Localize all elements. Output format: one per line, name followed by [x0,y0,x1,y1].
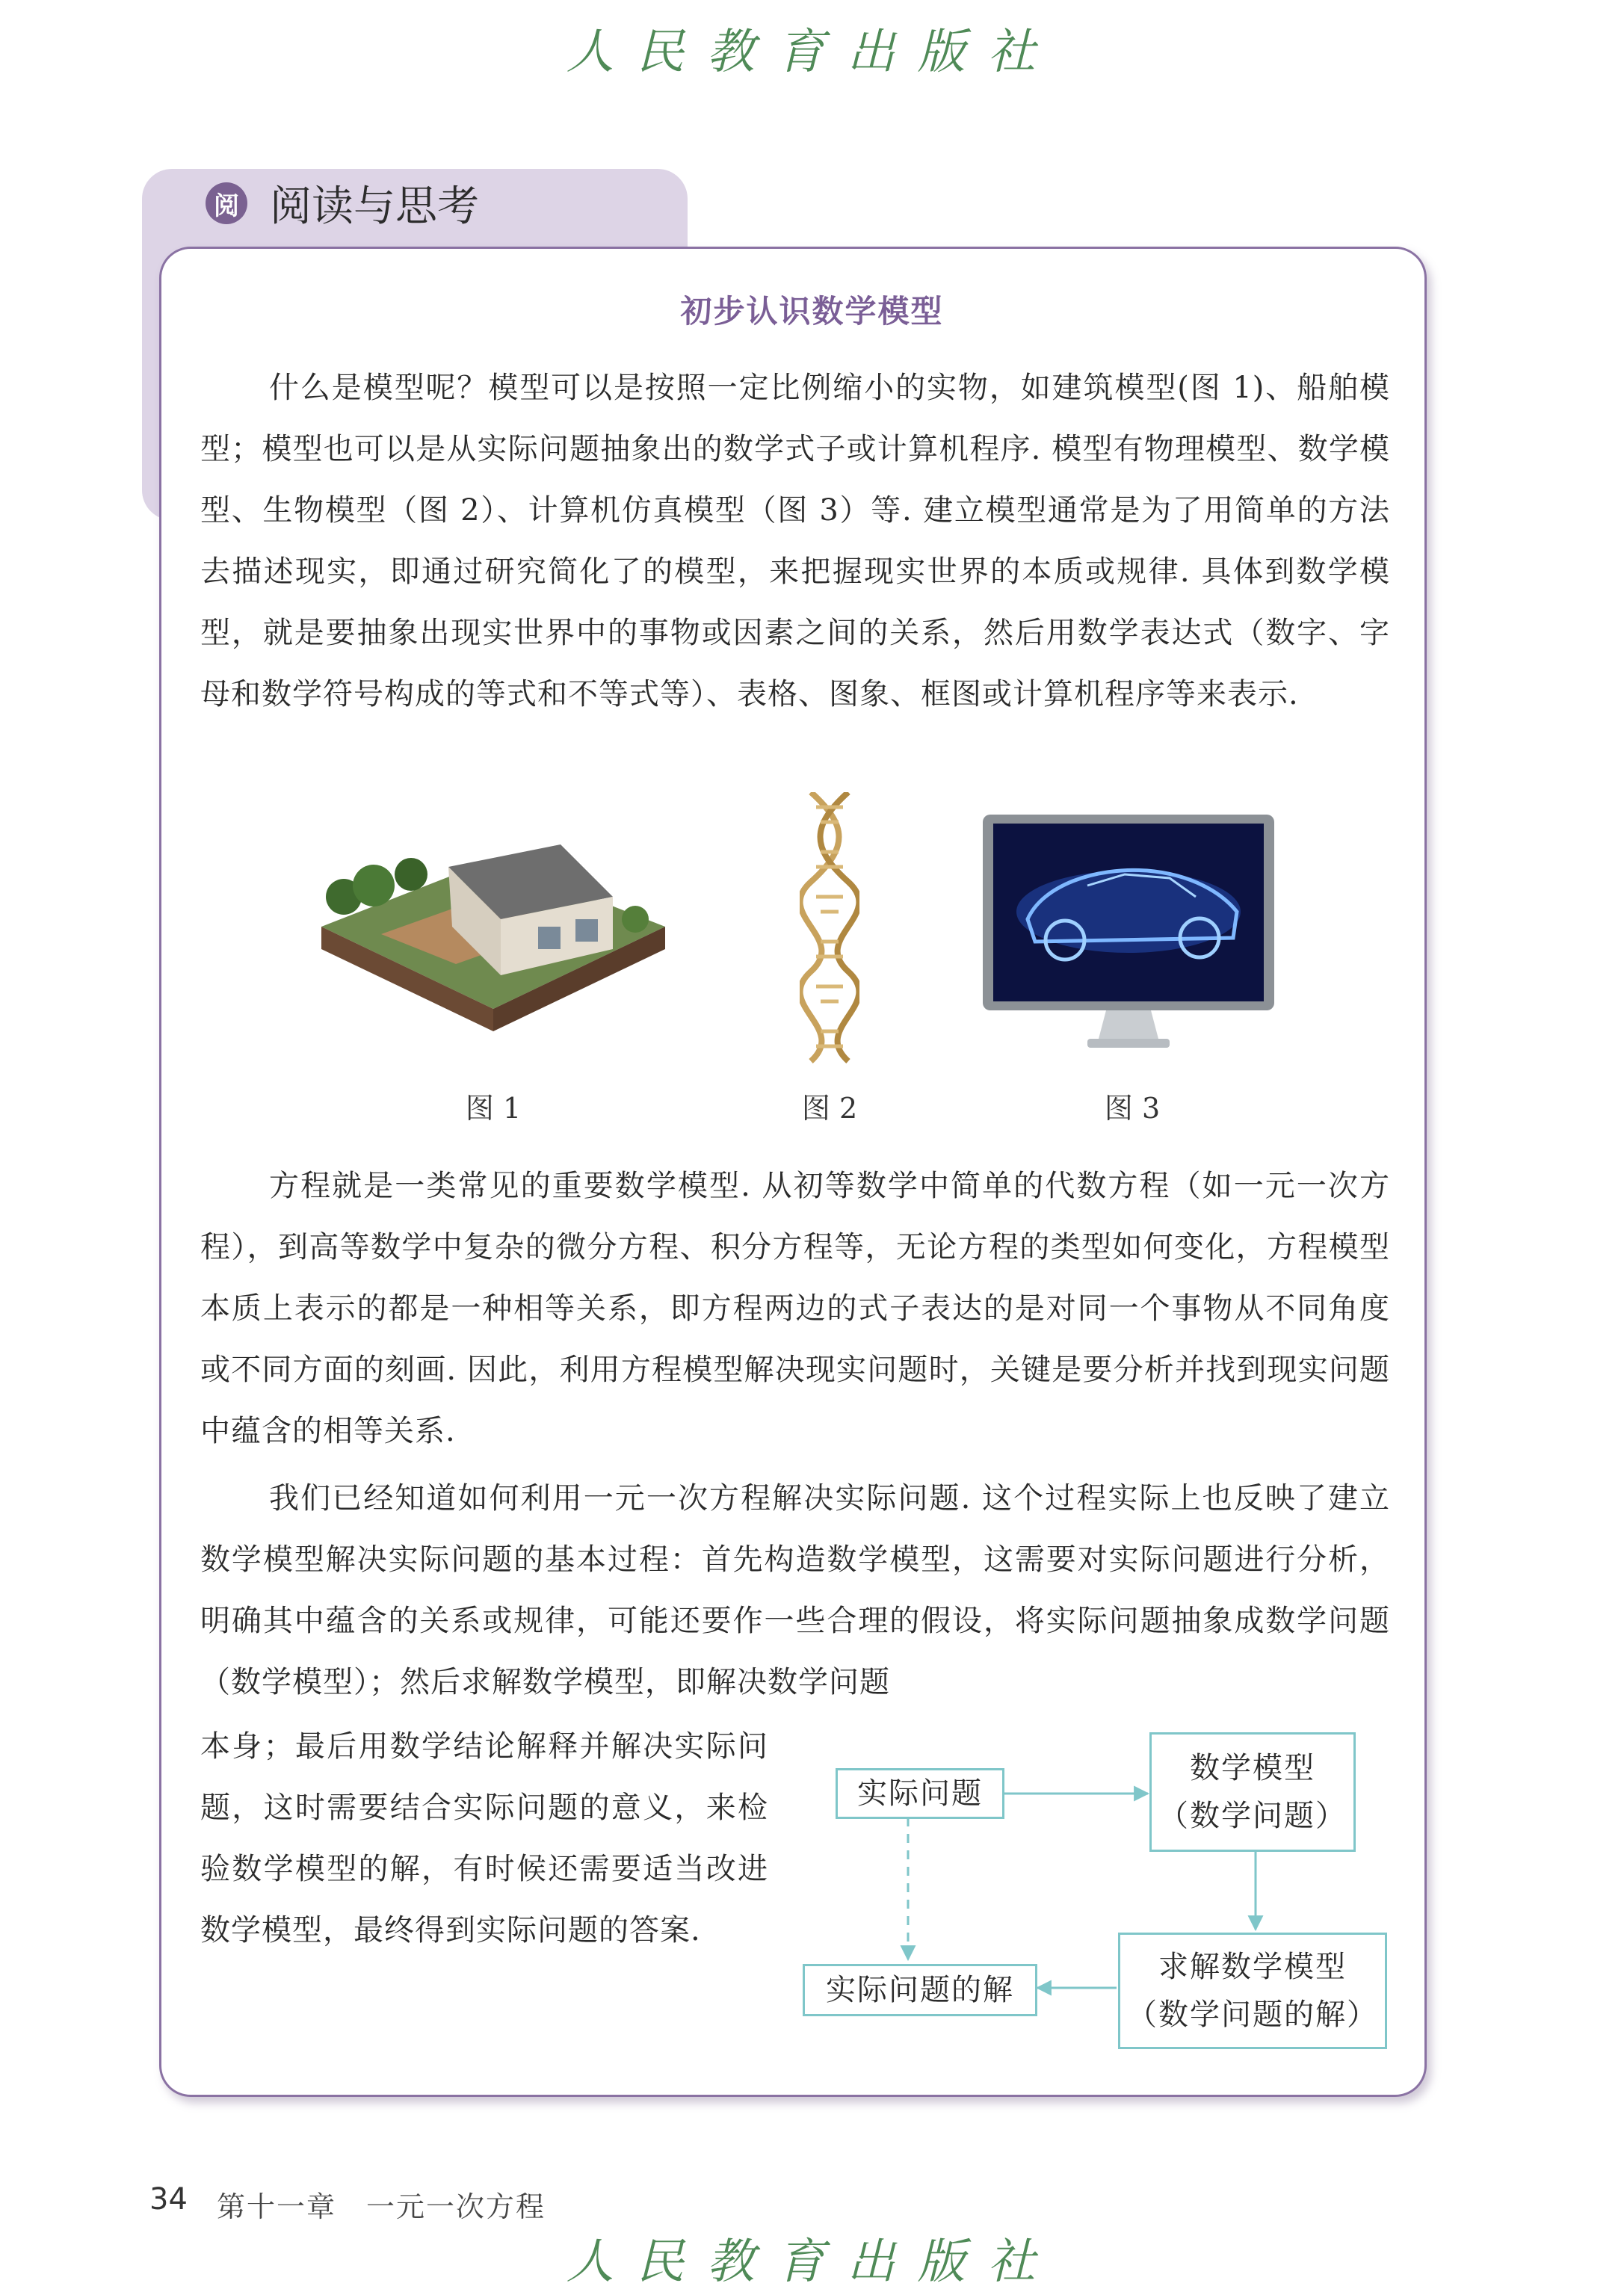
paragraph-2: 方程就是一类常见的重要数学模型. 从初等数学中简单的代数方程（如一元一次方程），到高等数学中复杂的微分方程、积分方程等，无论方程的类型如何变化，方程模型本质上表示的都是一种相等关系，即方程两边的式子表达的是对同一个事物从不同角度或不同方面的刻画. 因此，利用方程模型解决现实问题时，关键是要分析并找到现实问题中蕴含的相等关系. [200,1169,1390,1448]
flow-math-model [1149,1732,1356,1852]
car-simulation-monitor-image [983,815,1274,1061]
figure-3-caption: 图 3 [1104,1092,1161,1125]
figure-1-caption: 图 1 [465,1092,522,1125]
flow-solve-line2: （数学问题的解） [1127,1998,1378,2032]
publisher-header: 人民教育出版社 [566,25,1058,80]
figure-2-caption: 图 2 [801,1092,858,1125]
section-tab-title: 阅读与思考 [270,182,479,231]
page-number: 34 [149,2182,188,2217]
publisher-footer: 人民教育出版社 [566,2234,1058,2290]
paragraph-3: 我们已经知道如何利用一元一次方程解决实际问题. 这个过程实际上也反映了建立数学模型解决实际问题的基本过程：首先构造数学模型，这需要对实际问题进行分析，明确其中蕴含的关系或规律，可能还要作一些合理的假设，将实际问题抽象成数学问题（数学模型）；然后求解数学模型，即解决数学问题 [200,1481,1390,1699]
reading-icon: 阅 [206,182,247,224]
flow-math-model-line1: 数学模型 [1190,1751,1315,1785]
house-model-image [314,815,673,1039]
dna-model-image [800,792,859,1069]
article-title: 初步认识数学模型 [680,293,944,330]
flow-solve-model [1118,1933,1387,2049]
flow-real-problem-label: 实际问题 [857,1776,983,1811]
flow-real-solution [803,1964,1037,2016]
flow-solve-line1: 求解数学模型 [1158,1950,1347,1984]
section-tab [206,173,479,233]
flow-real-solution-label: 实际问题的解 [826,1973,1014,2007]
flow-math-model-line2: （数学问题） [1158,1799,1347,1833]
chapter-title: 第十一章 一元一次方程 [217,2190,546,2223]
paragraph-1: 什么是模型呢？模型可以是按照一定比例缩小的实物，如建筑模型(图 1)、船舶模型；模型也可以是从实际问题抽象出的数学式子或计算机程序. 模型有物理模型、数学模型、生物模型（图 2）、计算机仿真模型（图 3）等. 建立模型通常是为了用简单的方法去描述现实，即通过研究简化了的模型，来把握现实世界的本质或规律. 具体到数学模型，就是要抽象出现实世界中的事物或因素之间的关系，然后用数学表达式（数字、字母和数学符号构成的等式和不等式等）、表格、图象、框图或计算机程序等来表示. [200,371,1390,711]
paragraph-4: 本身；最后用数学结论解释并解决实际问题，这时需要结合实际问题的意义，来检验数学模型的解，有时候还需要适当改进数学模型，最终得到实际问题的答案. [200,1729,768,1947]
flow-real-problem [836,1768,1004,1819]
